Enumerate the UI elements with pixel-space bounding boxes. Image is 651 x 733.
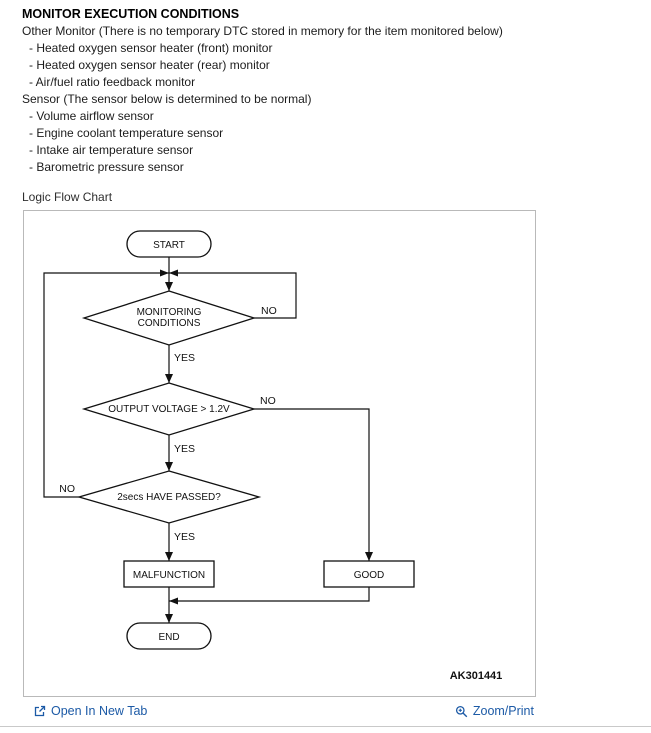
arrowhead (169, 270, 178, 277)
arrowhead (165, 374, 173, 383)
2secs-passed-label: 2secs HAVE PASSED? (117, 492, 221, 503)
list-item: - Intake air temperature sensor (29, 143, 194, 157)
zoom-print-link[interactable] (455, 704, 534, 718)
monitoring-label-line1: MONITORING (136, 307, 202, 318)
monitoring-no-label: NO (261, 305, 277, 317)
list-item: - Heated oxygen sensor heater (rear) monitor (29, 58, 270, 72)
zoom-print-label: Zoom/Print (472, 704, 534, 718)
passed-no-label: NO (59, 483, 75, 495)
voltage-no-label: NO (260, 395, 276, 407)
arrowhead (160, 270, 169, 277)
list-item: - Engine coolant temperature sensor (29, 126, 224, 140)
chart-caption: Logic Flow Chart (22, 190, 113, 204)
arrowhead (165, 552, 173, 561)
monitoring-yes-label: YES (174, 352, 196, 364)
open-in-new-tab-icon (33, 705, 46, 718)
arrowhead (165, 282, 173, 291)
list-item: - Air/fuel ratio feedback monitor (29, 75, 196, 89)
end-label: END (158, 632, 180, 643)
arrowhead (165, 614, 173, 623)
voltage-yes-label: YES (174, 443, 196, 455)
monitor-conditions-text (22, 6, 503, 206)
sensor-intro: Sensor (The sensor below is determined to be normal) (22, 92, 312, 106)
logic-flow-chart-frame (23, 210, 536, 697)
monitoring-label-line2: CONDITIONS (137, 318, 201, 329)
section-heading: MONITOR EXECUTION CONDITIONS (22, 7, 240, 21)
other-monitor-intro: Other Monitor (There is no temporary DTC stored in memory for the item monitored below) (22, 24, 503, 38)
arrowhead (169, 598, 178, 605)
list-item: - Volume airflow sensor (29, 109, 154, 123)
start-label: START (153, 240, 185, 251)
list-item: - Barometric pressure sensor (29, 160, 184, 174)
open-in-new-tab-label: Open In New Tab (51, 704, 148, 718)
good-label: GOOD (353, 570, 385, 581)
arrowhead (165, 462, 173, 471)
bottom-divider (0, 726, 651, 727)
passed-yes-label: YES (174, 531, 196, 543)
chart-footer (23, 700, 534, 722)
logic-flow-chart (24, 211, 535, 696)
figure-id: AK301441 (449, 670, 503, 682)
arrowhead (365, 552, 373, 561)
zoom-icon (455, 705, 468, 718)
malfunction-label: MALFUNCTION (132, 570, 206, 581)
edge-good-to-merge (169, 587, 369, 601)
output-voltage-label: OUTPUT VOLTAGE > 1.2V (108, 404, 230, 415)
open-in-new-tab-link[interactable] (33, 704, 147, 718)
edge-voltage-no-to-good (254, 409, 369, 561)
list-item: - Heated oxygen sensor heater (front) monitor (29, 41, 273, 55)
